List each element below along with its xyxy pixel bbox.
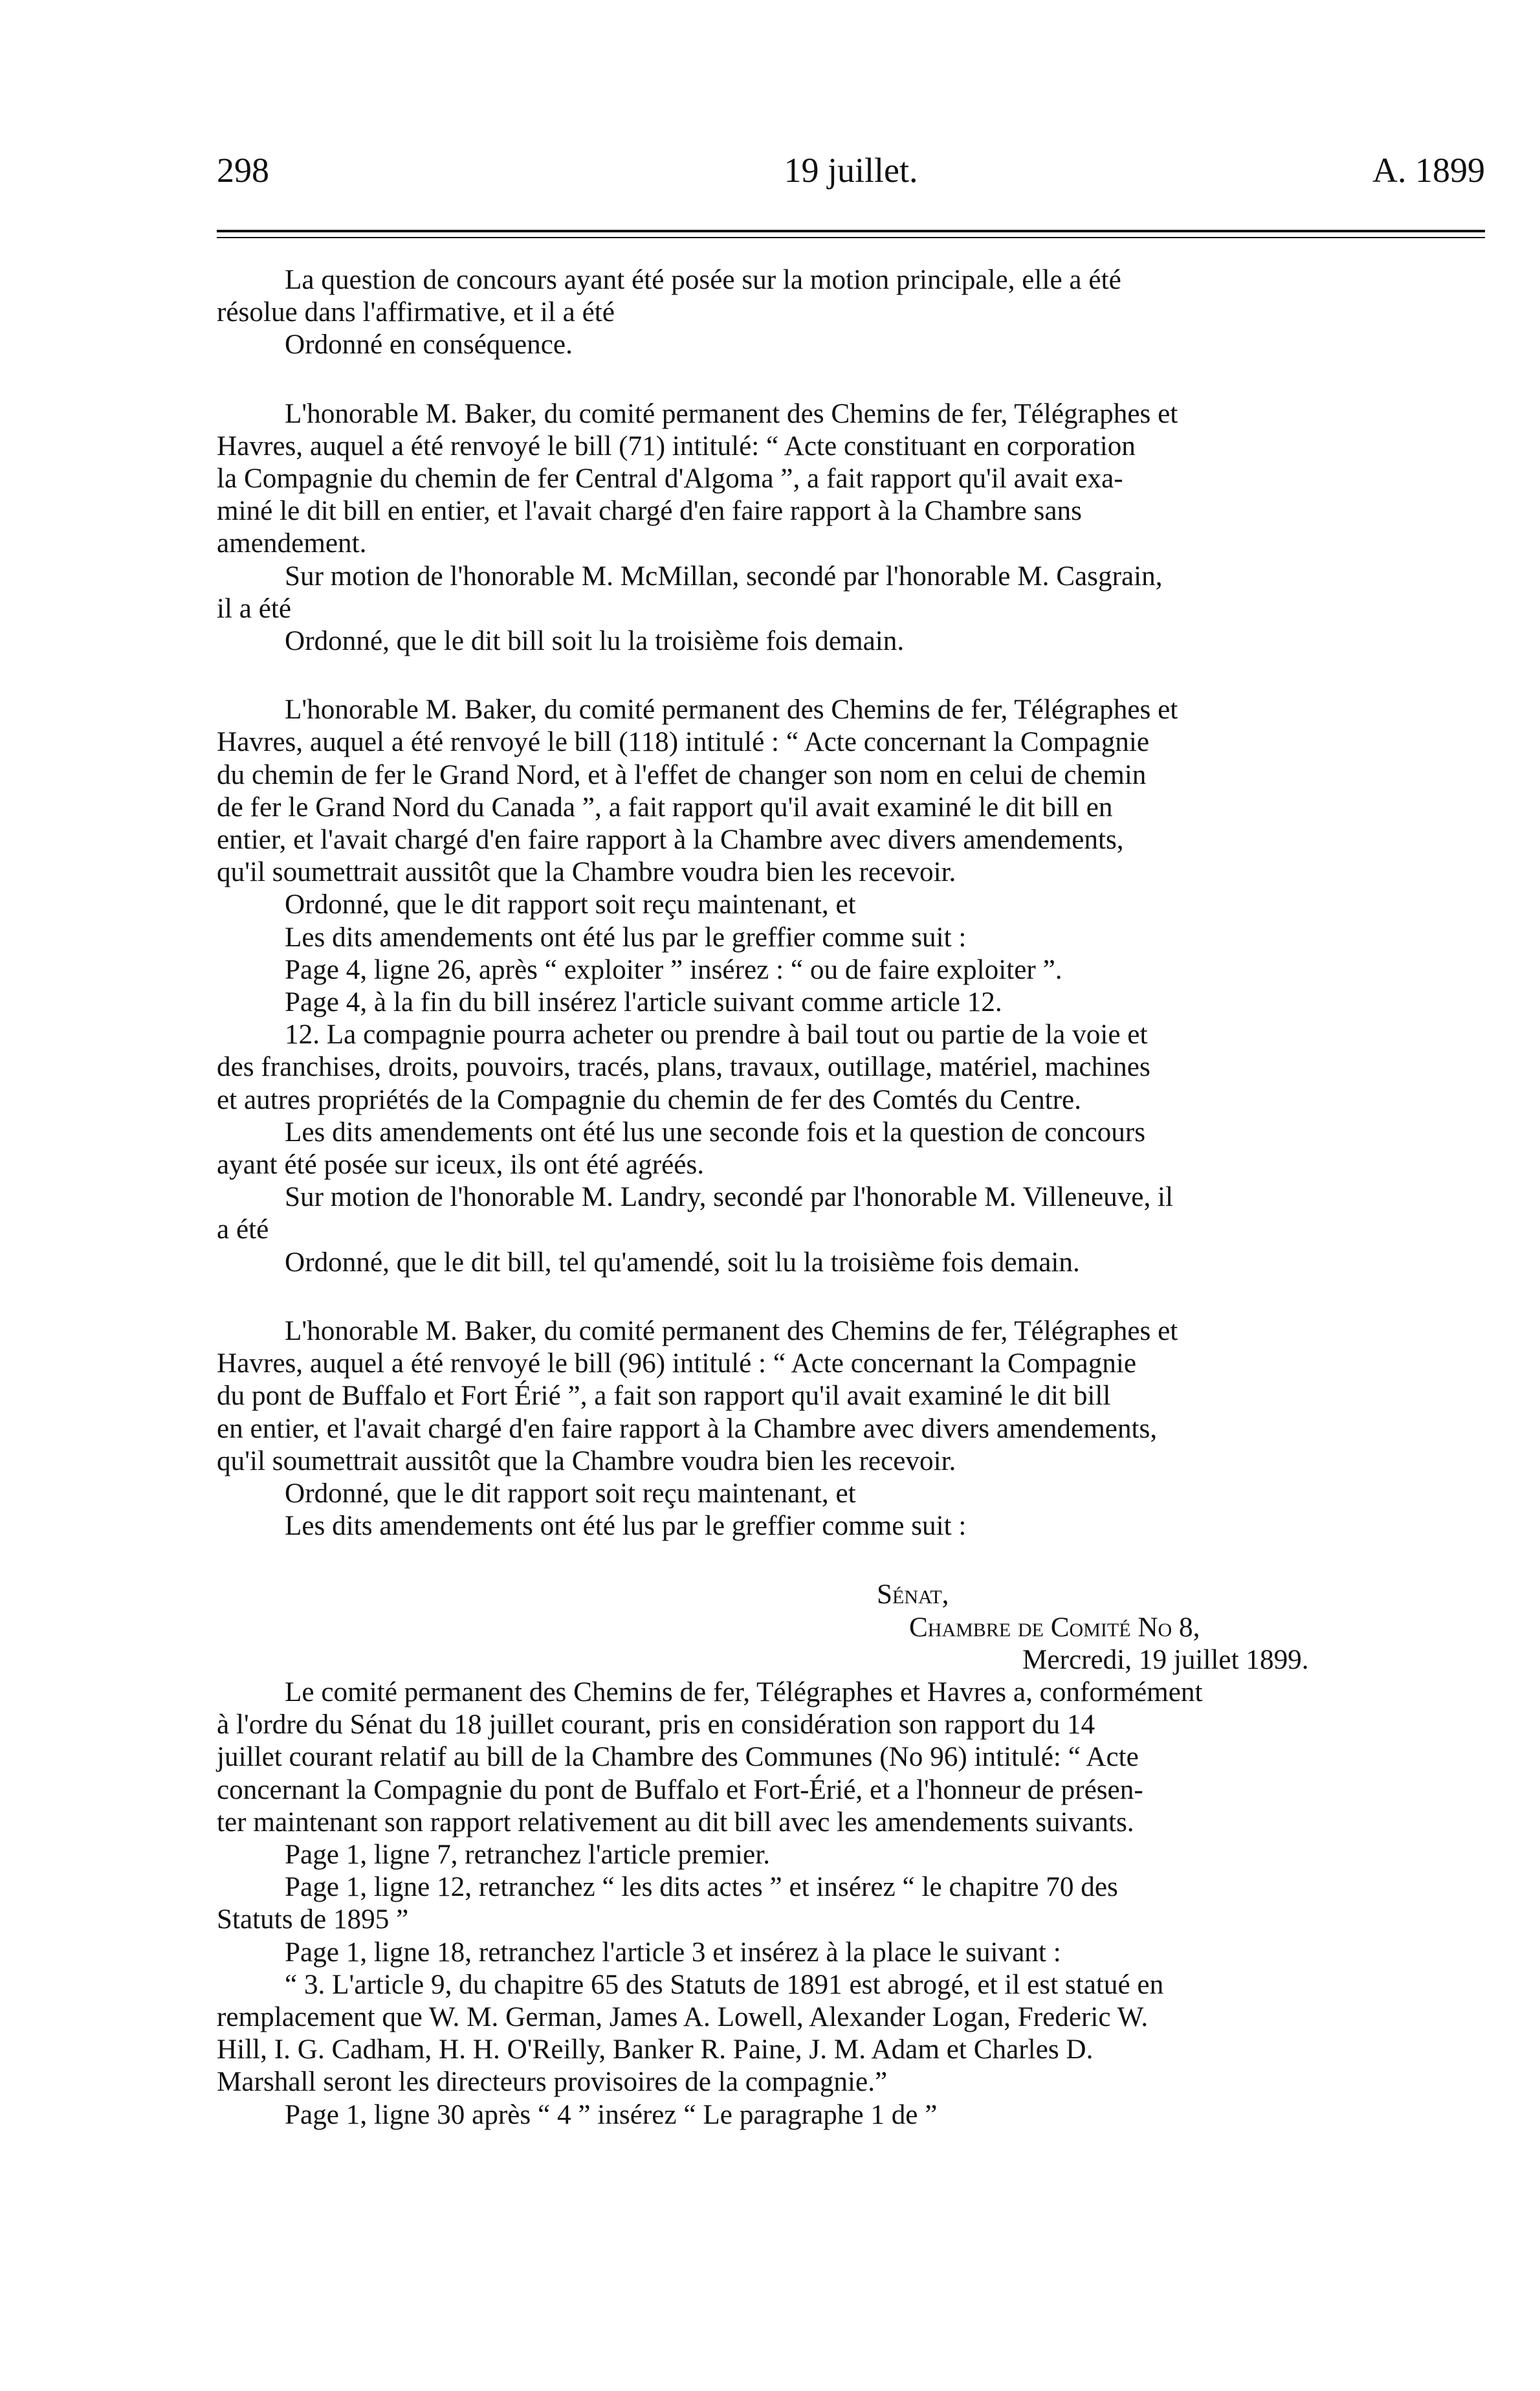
- paragraph-1: [217, 264, 1485, 362]
- text-line: Ordonné, que le dit bill, tel qu'amendé, soit lu la troisième fois demain.: [285, 1247, 1080, 1278]
- text-line: résolue dans l'affirmative, et il a été: [217, 297, 615, 328]
- text-line: Page 1, ligne 30 après “ 4 ” insérez “ Le paragraphe 1 de ”: [285, 2099, 938, 2130]
- text-line: la Compagnie du chemin de fer Central d'Algoma ”, a fait rapport qu'il avait exa-: [217, 463, 1123, 495]
- text-line: Hill, I. G. Cadham, H. H. O'Reilly, Banker R. Paine, J. M. Adam et Charles D.: [217, 2034, 1094, 2065]
- paragraph-4: [217, 694, 1485, 1279]
- header-rule-thick: [217, 230, 1485, 232]
- text-line: des franchises, droits, pouvoirs, tracés, plans, travaux, outillage, matériel, machines: [217, 1052, 1150, 1083]
- paragraph-2: [217, 398, 1485, 658]
- text-line: amendement.: [217, 528, 367, 559]
- text-line: miné le dit bill en entier, et l'avait chargé d'en faire rapport à la Chambre sans: [217, 496, 1082, 527]
- text-line: et autres propriétés de la Compagnie du chemin de fer des Comtés du Centre.: [217, 1084, 1082, 1115]
- text-line: a été: [217, 1214, 269, 1245]
- text-line: qu'il soumettrait aussitôt que la Chambre voudra bien les recevoir.: [217, 857, 956, 888]
- text-line: Ordonné, que le dit rapport soit reçu maintenant, et: [285, 1478, 856, 1509]
- text-line: Page 4, à la fin du bill insérez l'article suivant comme article 12.: [285, 987, 1002, 1018]
- text-line: 12. La compagnie pourra acheter ou prendre à bail tout ou partie de la voie et: [285, 1019, 1148, 1051]
- text-line: Les dits amendements ont été lus par le greffier comme suit :: [285, 1511, 967, 1542]
- paragraph-9: [217, 1315, 1485, 1542]
- committee-room-heading: Chambre de Comité No 8,: [909, 1612, 1200, 1643]
- header-date: 19 juillet.: [784, 151, 918, 190]
- text-line: L'honorable M. Baker, du comité permanent des Chemins de fer, Télégraphes et: [285, 695, 1178, 726]
- text-line: en entier, et l'avait chargé d'en faire rapport à la Chambre avec divers amendements,: [217, 1413, 1158, 1444]
- header-year: A. 1899: [1372, 151, 1485, 190]
- text-line: Havres, auquel a été renvoyé le bill (96) intitulé : “ Acte concernant la Compagnie: [217, 1348, 1137, 1379]
- text-line: Sur motion de l'honorable M. Landry, secondé par l'honorable M. Villeneuve, il: [285, 1182, 1174, 1213]
- text-line: ter maintenant son rapport relativement au dit bill avec les amendements suivants.: [217, 1807, 1134, 1838]
- text-line: Ordonné, que le dit rapport soit reçu maintenant, et: [285, 889, 856, 920]
- text-line: L'honorable M. Baker, du comité permanent des Chemins de fer, Télégraphes et: [285, 398, 1178, 429]
- text-line: Page 4, ligne 26, après “ exploiter ” insérez : “ ou de faire exploiter ”.: [285, 954, 1062, 985]
- text-line: à l'ordre du Sénat du 18 juillet courant, pris en considération son rapport du 14: [217, 1709, 1095, 1740]
- text-line: Havres, auquel a été renvoyé le bill (118) intitulé : “ Acte concernant la Compagnie: [217, 727, 1150, 758]
- text-line: Page 1, ligne 7, retranchez l'article premier.: [285, 1839, 771, 1870]
- text-line: Marshall seront les directeurs provisoires de la compagnie.”: [217, 2067, 888, 2098]
- text-line: Page 1, ligne 18, retranchez l'article 3 et insérez à la place le suivant :: [285, 1937, 1061, 1968]
- senate-report: [217, 1676, 1485, 2131]
- text-line: La question de concours ayant été posée sur la motion principale, elle a été: [285, 265, 1121, 295]
- text-line: juillet courant relatif au bill de la Chambre des Communes (No 96) intitulé: “ Acte: [217, 1742, 1139, 1773]
- text-line: du pont de Buffalo et Fort Érié ”, a fait son rapport qu'il avait examiné le dit bill: [217, 1381, 1111, 1412]
- text-line: entier, et l'avait chargé d'en faire rapport à la Chambre avec divers amendements,: [217, 825, 1124, 856]
- text-line: il a été: [217, 593, 292, 624]
- text-line: Les dits amendements ont été lus par le greffier comme suit :: [285, 922, 967, 953]
- text-line: Les dits amendements ont été lus une seconde fois et la question de concours: [285, 1117, 1146, 1148]
- text-line: de fer le Grand Nord du Canada ”, a fait rapport qu'il avait examiné le dit bill en: [217, 792, 1113, 823]
- text-line: Sur motion de l'honorable M. McMillan, secondé par l'honorable M. Casgrain,: [285, 561, 1163, 592]
- report-date: Mercredi, 19 juillet 1899.: [1022, 1644, 1309, 1675]
- text-line: Statuts de 1895 ”: [217, 1904, 409, 1935]
- text-line: Havres, auquel a été renvoyé le bill (71) intitulé: “ Acte constituant en corporation: [217, 430, 1136, 462]
- page-body: [217, 264, 1485, 2131]
- page-number: 298: [217, 151, 269, 190]
- text-line: “ 3. L'article 9, du chapitre 65 des Statuts de 1891 est abrogé, et il est statué en: [285, 1969, 1164, 2000]
- text-line: Ordonné, que le dit bill soit lu la troisième fois demain.: [285, 626, 905, 657]
- text-line: Le comité permanent des Chemins de fer, Télégraphes et Havres a, conformément: [285, 1676, 1203, 1707]
- header-rule-thin: [217, 237, 1485, 238]
- senate-heading: Sénat,: [877, 1579, 949, 1610]
- text-line: L'honorable M. Baker, du comité permanent des Chemins de fer, Télégraphes et: [285, 1315, 1178, 1346]
- text-line: qu'il soumettrait aussitôt que la Chambre voudra bien les recevoir.: [217, 1445, 956, 1476]
- text-line: concernant la Compagnie du pont de Buffalo et Fort-Érié, et a l'honneur de présen-: [217, 1774, 1143, 1805]
- text-line: ayant été posée sur iceux, ils ont été agréés.: [217, 1150, 705, 1181]
- senate-report-heading: [217, 1579, 1485, 1676]
- text-line: Ordonné en conséquence.: [285, 329, 573, 361]
- page-header: [217, 150, 1485, 195]
- text-line: remplacement que W. M. German, James A. Lowell, Alexander Logan, Frederic W.: [217, 2001, 1149, 2032]
- text-line: Page 1, ligne 12, retranchez “ les dits actes ” et insérez “ le chapitre 70 des: [285, 1872, 1118, 1903]
- text-line: du chemin de fer le Grand Nord, et à l'effet de changer son nom en celui de chemin: [217, 759, 1147, 790]
